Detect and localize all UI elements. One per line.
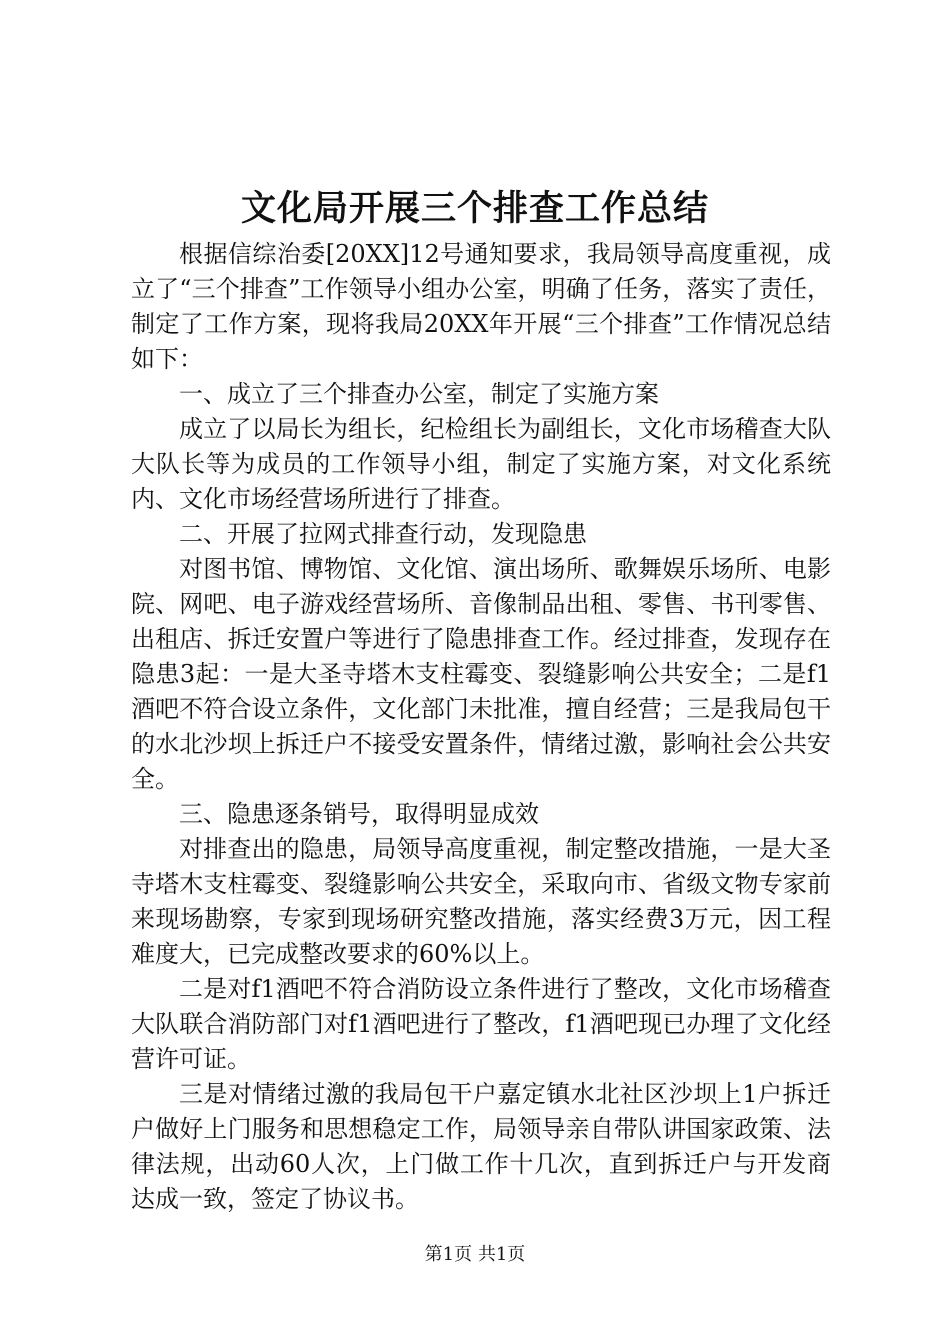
section-heading-3: 三、隐患逐条销号，取得明显成效 [179,800,539,828]
document-body [131,237,831,1217]
section-heading-2: 二、开展了拉网式排查行动，发现隐患 [179,520,587,548]
paragraph-section-3b: 二是对f1酒吧不符合消防设立条件进行了整改，文化市场稽查大队联合消防部门对f1酒吧进行了整改，f1酒吧现已办理了文化经营许可证。 [131,975,831,1073]
paragraph-intro: 根据信综治委[20XX]12号通知要求，我局领导高度重视，成立了“三个排查”工作领导小组办公室，明确了任务，落实了责任，制定了工作方案，现将我局20XX年开展“三个排查”工作情况总结如下： [131,240,831,373]
paragraph-section-3a: 对排查出的隐患，局领导高度重视，制定整改措施，一是大圣寺塔木支柱霉变、裂缝影响公共安全，采取向市、省级文物专家前来现场勘察，专家到现场研究整改措施，落实经费3万元，因工程难度大，已完成整改要求的60%以上。 [131,835,831,968]
section-heading-1: 一、成立了三个排查办公室，制定了实施方案 [179,380,659,408]
paragraph-section-1: 成立了以局长为组长，纪检组长为副组长，文化市场稽查大队大队长等为成员的工作领导小组，制定了实施方案，对文化系统内、文化市场经营场所进行了排查。 [131,415,831,513]
page-footer [0,1243,950,1267]
paragraph-section-3c: 三是对情绪过激的我局包干户嘉定镇水北社区沙坝上1户拆迁户做好上门服务和思想稳定工作，局领导亲自带队讲国家政策、法律法规，出动60人次，上门做工作十几次，直到拆迁户与开发商达成一致，签定了协议书。 [131,1080,831,1213]
paragraph-section-2: 对图书馆、博物馆、文化馆、演出场所、歌舞娱乐场所、电影院、网吧、电子游戏经营场所、音像制品出租、零售、书刊零售、出租店、拆迁安置户等进行了隐患排查工作。经过排查，发现存在隐患3起：一是大圣寺塔木支柱霉变、裂缝影响公共安全；二是f1酒吧不符合设立条件，文化部门未批准，擅自经营；三是我局包干的水北沙坝上拆迁户不接受安置条件，情绪过激，影响社会公共安全。 [131,555,831,793]
document-title: 文化局开展三个排查工作总结 [240,188,709,229]
page-number: 第1页 共1页 [424,1244,526,1265]
